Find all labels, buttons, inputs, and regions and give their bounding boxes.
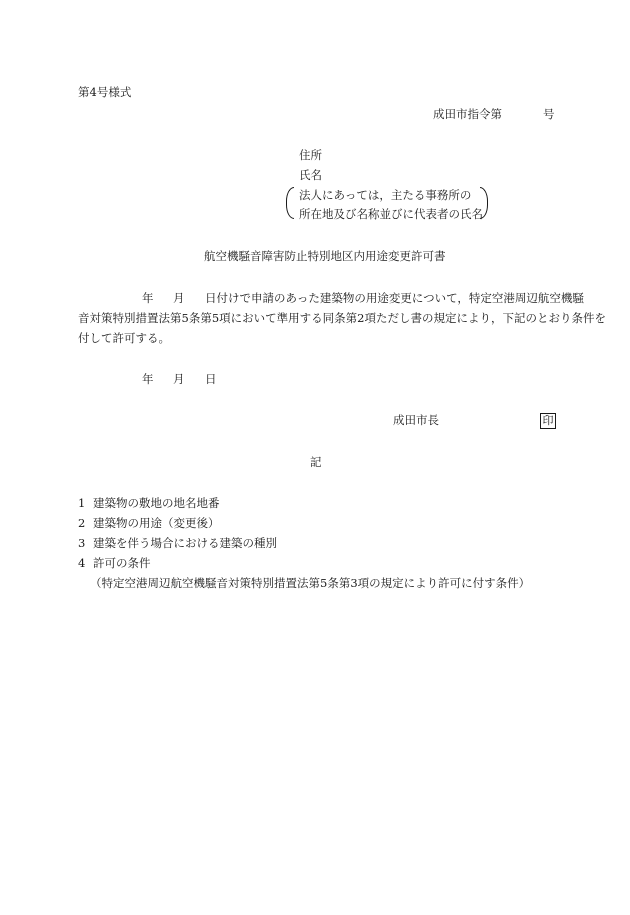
body-month: 月 — [173, 291, 185, 305]
item-2-label: 建築物の用途（変更後） — [93, 516, 220, 530]
seal-mark: 印 — [540, 413, 556, 429]
date-day: 日 — [205, 372, 217, 386]
form-label: 第4号様式 — [78, 85, 132, 99]
item-3-label: 建築を伴う場合における建築の種別 — [93, 536, 277, 550]
body-line1: 日付けで申請のあった建築物の用途変更について，特定空港周辺航空機騒 — [205, 291, 584, 305]
document-title: 航空機騒音障害防止特別地区内用途変更許可書 — [204, 249, 446, 263]
permit-number-prefix: 成田市指令第 — [433, 107, 502, 121]
item-4-label: 許可の条件 — [93, 556, 151, 570]
body-line3: 付して許可する。 — [78, 331, 170, 345]
permit-number-suffix: 号 — [543, 107, 555, 121]
item-1-label: 建築物の敷地の地名地番 — [93, 496, 220, 510]
item-4-num: 4 — [78, 556, 86, 570]
item-3-num: 3 — [78, 536, 86, 550]
address-label: 住所 — [299, 148, 322, 162]
date-year: 年 — [142, 372, 154, 386]
ki-heading: 記 — [310, 455, 322, 469]
corporate-note-line2: 所在地及び名称並びに代表者の氏名 — [299, 207, 483, 221]
bracket-left — [286, 187, 294, 219]
item-2-num: 2 — [78, 516, 86, 530]
item-1-num: 1 — [78, 496, 86, 510]
date-month: 月 — [173, 372, 185, 386]
body-line2: 音対策特別措置法第5条第5項において準用する同条第2項ただし書の規定により，下記のとおり条件を — [78, 311, 606, 325]
bracket-right — [480, 187, 488, 219]
body-year: 年 — [142, 291, 154, 305]
corporate-note-line1: 法人にあっては，主たる事務所の — [299, 188, 472, 202]
condition-note: （特定空港周辺航空機騒音対策特別措置法第5条第3項の規定により許可に付す条件） — [90, 576, 531, 590]
issuer-name: 成田市長 — [393, 413, 439, 427]
name-label: 氏名 — [299, 168, 322, 182]
